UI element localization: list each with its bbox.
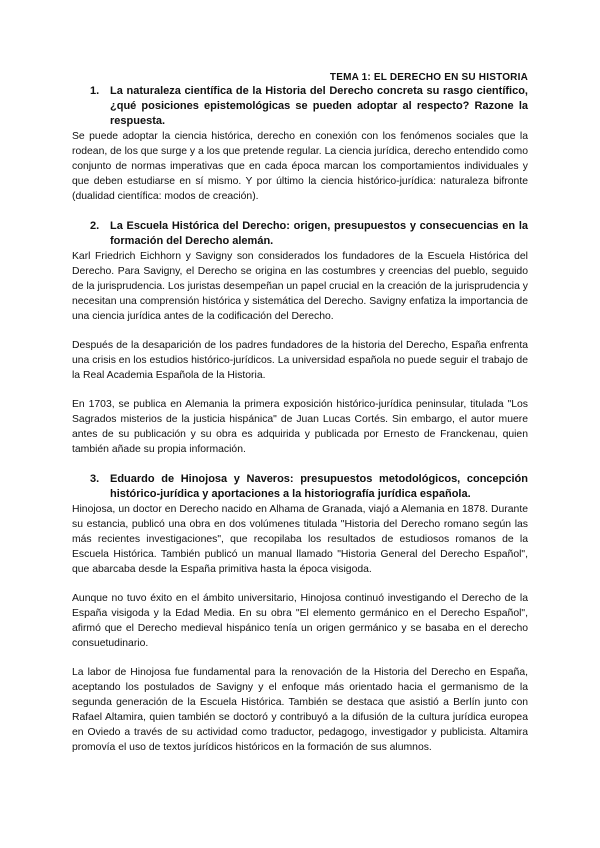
paragraph: Después de la desaparición de los padres fundadores de la historia del Derecho, España enfrenta una crisis en los estudios histórico-jurídicos. La universidad española no puede seguir el trabajo de la Real Academia Española de la Historia. — [72, 340, 528, 381]
section-number: 3. — [90, 473, 100, 485]
document-title: TEMA 1: EL DERECHO EN SU HISTORIA — [329, 72, 528, 83]
section-heading-text: La Escuela Histórica del Derecho: origen, presupuestos y consecuencias en la formación del Derecho alemán. — [110, 220, 528, 247]
section-number: 2. — [90, 220, 100, 232]
paragraph: La labor de Hinojosa fue fundamental para la renovación de la Historia del Derecho en España, aceptando los postulados de Savigny y el enfoque más orientado hacia el germanismo de la segunda generación de la Escuela Histórica. También se destaca que asistió a Berlín junto con Rafael Altamira, quien también se doctoró y contribuyó a la difusión de la cultura jurídica europea en Oviedo a través de su actividad como traductor, pedagogo, investigador y publicista. Altamira promovía el uso de textos jurídicos históricos en la formación de sus alumnos. — [72, 667, 528, 753]
section-heading-3 — [72, 472, 528, 502]
section-heading-text: Eduardo de Hinojosa y Naveros: presupuestos metodológicos, concepción histórico-jurídica y aportaciones a la historiografía jurídica española. — [110, 473, 528, 500]
paragraph: En 1703, se publica en Alemania la primera exposición histórico-jurídica peninsular, titulada "Los Sagrados misterios de la justicia hispánica" de Juan Lucas Cortés. Sin embargo, el autor muere antes de su publicación y su obra es adquirida y publicada por Ernesto de Franckenau, quien también añade su propia información. — [72, 399, 528, 455]
paragraph: Se puede adoptar la ciencia histórica, derecho en conexión con los fenómenos sociales que la rodean, de los que surge y a los que pretende regular. La ciencia jurídica, derecho entendido como conjunto de normas imperativas que en cada época marcan los comportamientos individuales y que deben estudiarse en sí mismo. Y por último la ciencia histórico-jurídica: naturaleza bifronte (dualidad científica: modos de creación). — [72, 131, 528, 202]
paragraph: Karl Friedrich Eichhorn y Savigny son considerados los fundadores de la Escuela Histórica del Derecho. Para Savigny, el Derecho se origina en las costumbres y creencias del pueblo, seguido de la jurisprudencia. Los juristas desempeñan un papel crucial en la creación de la jurisprudencia y necesitan una comprensión histórica y sistemática del Derecho. Savigny enfatiza la importancia de una ciencia jurídica antes de la codificación del Derecho. — [72, 251, 528, 322]
paragraph: Hinojosa, un doctor en Derecho nacido en Alhama de Granada, viajó a Alemania en 1878. Durante su estancia, publicó una obra en dos volúmenes titulada "Historia del Derecho romano según las más recientes investigaciones", que recopilaba los resultados de estudiosos romanos de la Escuela Histórica. También publicó un manual llamado "Historia General del Derecho Español", que abarcaba desde la España primitiva hasta la época visigoda. — [72, 504, 528, 575]
section-heading-text: La naturaleza científica de la Historia del Derecho concreta su rasgo científico, ¿qué posiciones epistemológicas se pueden adoptar al respecto? Razone la respuesta. — [110, 85, 528, 127]
section-heading-1 — [72, 84, 528, 129]
section-heading-2 — [72, 219, 528, 249]
document-body — [72, 84, 528, 755]
section-number: 1. — [90, 85, 100, 97]
paragraph: Aunque no tuvo éxito en el ámbito universitario, Hinojosa continuó investigando el Derecho de la España visigoda y la Edad Media. En su obra "El elemento germánico en el Derecho Español", afirmó que el Derecho medieval hispánico tenía un origen germánico y se basaba en el derecho consuetudinario. — [72, 593, 528, 649]
